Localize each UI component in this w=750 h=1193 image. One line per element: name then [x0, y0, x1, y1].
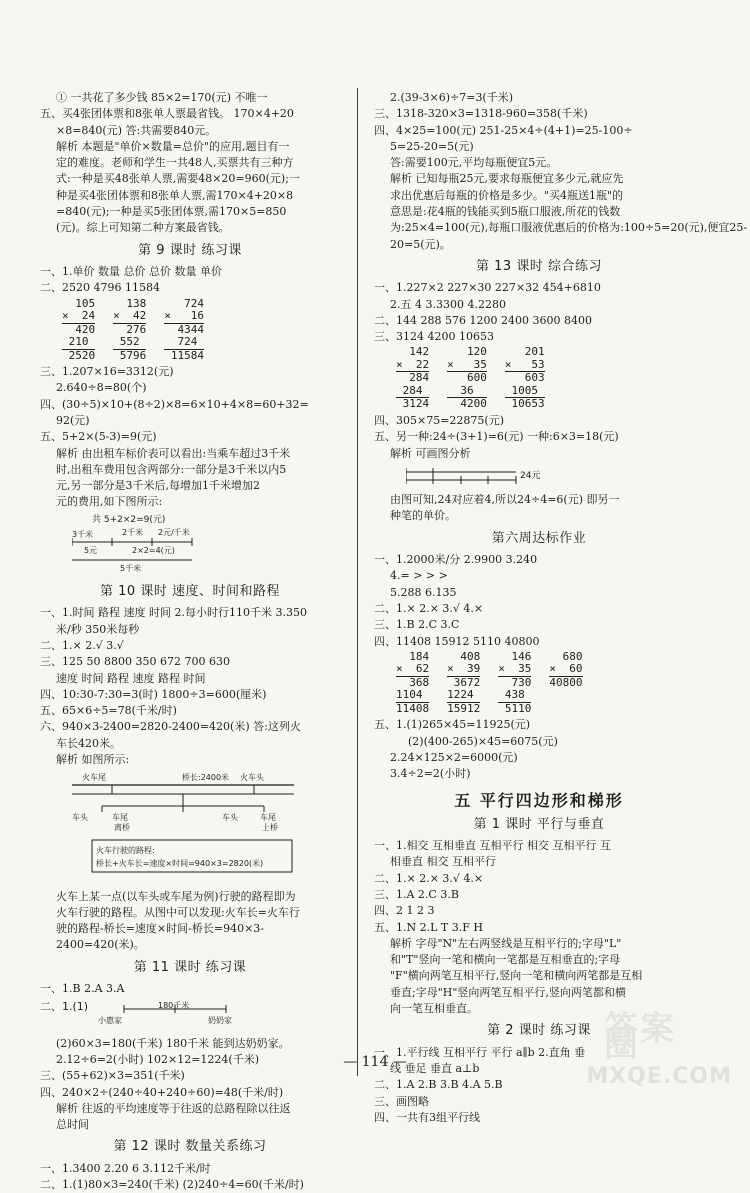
answer-line: 92(元) — [56, 413, 90, 427]
calc-row: 15912 — [447, 701, 481, 715]
diagram-label: 共 5+2×2=9(元) — [92, 514, 166, 525]
calc-row: × 16 — [164, 309, 204, 323]
diagram — [72, 513, 340, 578]
answer-line: 解析 由出租车标价表可以看出:当乘车超过3千米 — [56, 446, 291, 460]
answer-line: 答:需要100元,平均每瓶便宜5元。 — [390, 156, 558, 170]
answer-line: 一、1.3400 2.20 6 3.112千米/时 — [40, 1161, 211, 1175]
answer-line: 2.五 4 3.3300 4.2280 — [390, 297, 506, 311]
calc-row: 138 — [113, 296, 147, 310]
calc-row: 3672 — [447, 675, 481, 689]
calc-row: 10653 — [504, 397, 545, 411]
calc-row: × 22 — [396, 357, 430, 371]
calc-row: 201 — [504, 345, 545, 359]
diagram-label: 车头 — [222, 813, 238, 823]
calc-row: 368 — [396, 675, 430, 689]
answer-line: 四、305×75=22875(元) — [374, 413, 505, 427]
taxi-fare-diagram — [72, 513, 222, 573]
diagram-label: 3千米 — [72, 529, 94, 539]
vertical-calculation — [396, 346, 429, 411]
answer-line: 一、1.2000米/分 2.9900 3.240 — [374, 553, 538, 567]
right-column — [374, 90, 748, 1126]
diagram-label: 火车行驶的路程: — [96, 846, 155, 856]
answer-line: 四、11408 15912 5110 40800 — [374, 634, 540, 648]
answer-line: 五、65×6÷5=78(千米/时) — [40, 704, 177, 718]
answer-line: 2.24×125×2=6000(元) — [390, 750, 518, 764]
answer-line: (元)。综上可知第二种方案最省钱。 — [56, 221, 230, 235]
diagram-label: 车头 — [72, 813, 88, 823]
answer-line: 4.= > > > — [390, 569, 448, 583]
answer-line: 四、10:30-7:30=3(时) 1800÷3=600(厘米) — [40, 687, 267, 701]
answer-line: 一、1.B 2.A 3.A — [40, 982, 125, 996]
distance-diagram — [40, 999, 280, 1027]
lesson-heading: 第 9 课时 练习课 — [138, 242, 242, 258]
answer-line: 式:一种是买48张单人票,需要48×20=960(元);一 — [56, 172, 300, 186]
answer-line: 二、1.× 2.√ 3.√ — [40, 638, 124, 652]
calc-row: 5796 — [113, 348, 147, 362]
answer-line: 五、另一种:24÷(3+1)=6(元) 一种:6×3=18(元) — [374, 430, 619, 444]
calc-row: × 35 — [447, 357, 487, 371]
answer-line: 元的费用,如下图所示: — [56, 495, 163, 509]
calc-row: 40800 — [549, 675, 583, 689]
calc-row: 36 — [447, 383, 487, 397]
diagram-label: 5千米 — [120, 563, 142, 573]
answer-line: 二、2520 4796 11584 — [40, 281, 160, 295]
answer-line: "F"横向两笔互相平行,竖向一笔和横向两笔都是互相 — [390, 969, 643, 983]
answer-line: 一、1.相交 互相垂直 互相平行 相交 互相平行 互 — [374, 839, 611, 853]
answer-line: 米/秒 350米每秒 — [56, 622, 140, 636]
vertical-calculation — [396, 651, 429, 716]
answer-line: 五、买4张团体票和8张单人票最省钱。 170×4+20 — [40, 107, 294, 121]
calc-row: 552 — [113, 335, 147, 349]
answer-line: 向一笔互相垂直。 — [390, 1002, 478, 1016]
answer-line: 二、144 288 576 1200 2400 3600 8400 — [374, 313, 592, 327]
vertical-calculation — [164, 298, 204, 363]
calc-row: 105 — [62, 296, 96, 310]
answer-line: 四、一共有3组平行线 — [374, 1110, 480, 1124]
calc-row: × 24 — [62, 309, 96, 323]
lesson-heading: 第 11 课时 练习课 — [133, 959, 247, 975]
answer-line: 二、1.× 2.× 3.√ 4.× — [374, 871, 484, 885]
lesson-heading: 第 2 课时 练习课 — [487, 1023, 591, 1039]
answer-line: 三、1.B 2.C 3.C — [374, 618, 460, 632]
calc-row: 600 — [447, 371, 487, 385]
answer-line: 时,出租车费用包含两部分:一部分是3千米以内5 — [56, 462, 287, 476]
vertical-calculation — [549, 651, 582, 716]
vertical-calculation — [505, 346, 545, 411]
diagram-label: 二、1.(1) — [40, 1000, 89, 1014]
page-number: — 114 — — [343, 1054, 407, 1070]
calc-row: 4200 — [447, 397, 487, 411]
answer-line: 一、1.单价 数量 总价 总价 数量 单价 — [40, 264, 222, 278]
answer-line: 三、1.A 2.C 3.B — [374, 887, 459, 901]
calc-row: 1104 — [396, 688, 430, 702]
answer-line: 三、3124 4200 10653 — [374, 330, 494, 344]
answer-line: 三、画图略 — [374, 1094, 429, 1108]
answer-line: 一、1.227×2 227×30 227×32 454+6810 — [374, 281, 601, 295]
calc-row: 1224 — [447, 688, 481, 702]
answer-line: 车长420米。 — [56, 736, 121, 750]
answer-line: ① 一共花了多少钱 85×2=170(元) 不唯一 — [56, 91, 268, 104]
answer-line: 解析 如图所示: — [56, 753, 130, 766]
pen-price-diagram — [406, 464, 556, 484]
diagram-label: 火车头 — [240, 773, 264, 783]
calc-row: 284 — [396, 371, 430, 385]
answer-line: (2)60×3=180(千米) 180千米 能到达奶奶家。 — [56, 1036, 290, 1050]
answer-line: 元,另一部分是3千米后,每增加1千米增加2 — [56, 479, 260, 493]
answer-line: 定的难度。老师和学生一共48人,买票共有三种方 — [56, 156, 294, 170]
diagram-label: 小惠家 — [98, 1016, 122, 1026]
unit-heading: 五 平行四边形和梯形 — [454, 790, 624, 810]
calc-row: 730 — [498, 675, 532, 689]
diagram-label: 180千米 — [158, 1001, 190, 1011]
calc-row: 11408 — [396, 701, 430, 715]
lesson-heading: 第 13 课时 综合练习 — [476, 258, 602, 274]
train-bridge-diagram — [72, 770, 302, 880]
answer-line: 二、1.A 2.B 3.B 4.A 5.B — [374, 1078, 503, 1092]
answer-line: 六、940×3-2400=2820-2400=420(米) 答:这列火 — [40, 720, 301, 734]
answer-line: 驶的路程-桥长=速度×时间-桥长=940×3- — [56, 922, 265, 936]
answer-line: 三、(55+62)×3=351(千米) — [40, 1069, 185, 1083]
diagram-label: 奶奶家 — [208, 1016, 232, 1026]
vertical-calculations — [62, 298, 340, 363]
diagram-label: 车尾 — [112, 813, 128, 823]
calc-row: × 42 — [113, 309, 147, 323]
answer-line: 求出优惠后每瓶的价格是多少。"买4瓶送1瓶"的 — [390, 188, 624, 202]
answer-line: (2)(400-265)×45=6075(元) — [408, 734, 558, 748]
vertical-calculation — [113, 298, 146, 363]
answer-line: 五、5+2×(5-3)=9(元) — [40, 430, 157, 444]
vertical-calculation — [447, 651, 480, 716]
diagram — [406, 464, 704, 489]
answer-line: 由图可知,24对应着4,所以24÷4=6(元) 即另一 — [390, 493, 620, 507]
calc-row: × 60 — [549, 662, 583, 676]
answer-line: 线 垂足 垂直 a⊥b — [390, 1061, 480, 1075]
vertical-calculations — [396, 346, 704, 411]
diagram-label: 离桥 — [114, 823, 130, 833]
diagram-label: 24元 — [520, 470, 541, 481]
lesson-heading: 第 12 课时 数量关系练习 — [113, 1139, 267, 1155]
answer-line: 三、1.207×16=3312(元) — [40, 365, 174, 379]
answer-line: 意思是:花4瓶的钱能买到5瓶口服液,所花的钱数 — [390, 205, 621, 219]
diagram-label: 2千米 — [122, 527, 144, 537]
answer-line: 相垂直 相交 互相平行 — [390, 855, 496, 869]
answer-line: 2400=420(米)。 — [56, 938, 145, 952]
lesson-heading: 第 1 课时 平行与垂直 — [473, 816, 605, 832]
column-divider — [357, 88, 358, 1076]
diagram-label: 桥长:2400米 — [182, 773, 230, 783]
diagram-label: 2×2=4(元) — [132, 545, 175, 555]
answer-line: 解析 可画图分析 — [390, 446, 471, 460]
answer-line: 二、1.× 2.× 3.√ 4.× — [374, 601, 484, 615]
left-column — [40, 90, 340, 1193]
answer-line: 四、4×25=100(元) 251-25×4÷(4+1)=25-100÷ — [374, 123, 633, 137]
calc-row: × 35 — [498, 662, 532, 676]
answer-line: 四、240×2÷(240÷40+240÷60)=48(千米/时) — [40, 1085, 284, 1099]
calc-row: 420 — [62, 322, 96, 336]
answer-line: 总时间 — [56, 1118, 89, 1132]
answer-line: 解析 往返的平均速度等于往返的总路程除以往返 — [56, 1101, 291, 1115]
diagram-label: 桥长+火车长=速度×时间=940×3=2820(米) — [96, 859, 264, 869]
answer-line: 种是买4张团体票和8张单人票,需170×4+20×8 — [56, 188, 294, 202]
calc-row: × 53 — [504, 357, 545, 371]
answer-line: 解析 字母"N"左右两竖线是互相平行的;字母"L" — [390, 936, 622, 950]
calc-row: 724 — [164, 335, 204, 349]
calc-row: 210 — [62, 335, 96, 349]
lesson-heading: 第六周达标作业 — [491, 530, 587, 546]
calc-row: 146 — [498, 649, 532, 663]
diagram-label: 火车尾 — [82, 773, 106, 783]
diagram-label: 2元/千米 — [158, 527, 190, 537]
calc-row: × 39 — [447, 662, 481, 676]
calc-row: 120 — [447, 345, 487, 359]
answer-line: 2.12÷6=2(小时) 102×12=1224(千米) — [56, 1052, 260, 1066]
diagram-label: 上桥 — [262, 823, 278, 833]
calc-row: 438 — [498, 688, 532, 702]
answer-line: 3.4÷2=2(小时) — [390, 767, 471, 781]
answer-line: 解析 本题是"单价×数量=总价"的应用,题目有一 — [56, 139, 290, 153]
diagram — [72, 770, 340, 885]
answer-line: =840(元);一种是买5张团体票,需170×5=850 — [56, 205, 287, 219]
calc-row: 724 — [164, 296, 204, 310]
vertical-calculation — [498, 651, 531, 716]
calc-row: 2520 — [62, 348, 96, 362]
answer-line: 和"T"竖向一笔和横向一笔都是互相垂直的;字母 — [390, 953, 621, 967]
answer-line: 2.(39-3×6)÷7=3(千米) — [390, 91, 514, 104]
watermark — [586, 1009, 732, 1089]
answer-line: 一、1.时间 路程 速度 时间 2.每小时行110千米 3.350 — [40, 606, 307, 620]
calc-row: 680 — [549, 649, 583, 663]
answer-line: 种笔的单价。 — [390, 509, 456, 523]
diagram-label: 5元 — [84, 545, 98, 555]
watermark-top: 答案圈 — [604, 1009, 676, 1066]
diagram — [40, 999, 340, 1032]
answer-line: 垂直;字母"H"竖向两笔互相平行,竖向两笔都和横 — [390, 985, 626, 999]
calc-row: 1005 — [504, 383, 545, 397]
calc-row: 11584 — [164, 348, 204, 362]
answer-line: ×8=840(元) 答:共需要840元。 — [56, 123, 217, 137]
answer-line: 火车行驶的路程。从图中可以发现:火车长=火车行 — [56, 905, 300, 919]
answer-line: 5.288 6.135 — [390, 585, 457, 599]
calc-row: 142 — [396, 345, 430, 359]
answer-line: 解析 已知每瓶25元,要求每瓶便宜多少元,就应先 — [390, 172, 624, 186]
answer-line: 速度 时间 路程 速度 路程 时间 — [56, 671, 206, 685]
watermark-bottom: MXQE.COM — [586, 1063, 732, 1089]
diagram-label: 车尾 — [260, 813, 276, 823]
calc-row: 603 — [504, 371, 545, 385]
answer-line: 2.640÷8=80(个) — [56, 381, 147, 395]
answer-line: 四、(30÷5)×10+(8÷2)×8=6×10+4×8=60+32= — [40, 397, 309, 411]
answer-line: 一、1.平行线 互相平行 平行 a∥b 2.直角 垂 — [374, 1045, 586, 1059]
vertical-calculations — [396, 651, 704, 716]
calc-row: 5110 — [498, 701, 532, 715]
answer-line: 三、1318-320×3=1318-960=358(千米) — [374, 107, 588, 121]
answer-line: 三、125 50 8800 350 672 700 630 — [40, 655, 230, 669]
vertical-calculation — [62, 298, 95, 363]
answer-line: 火车上某一点(以车头或车尾为例)行驶的路程即为 — [56, 889, 296, 903]
answer-line: 5=25-20=5(元) — [390, 139, 474, 153]
calc-row: 284 — [396, 383, 430, 397]
lesson-heading: 第 10 课时 速度、时间和路程 — [100, 584, 280, 600]
calc-row: 3124 — [396, 397, 430, 411]
answer-line: 五、1.N 2.L T 3.F H — [374, 920, 483, 934]
answer-line: 四、2 1 2 3 — [374, 904, 435, 918]
calc-row: × 62 — [396, 662, 430, 676]
calc-row: 4344 — [164, 322, 204, 336]
answer-line: 20=5(元)。 — [390, 237, 451, 251]
answer-line: 为:25×4=100(元),每瓶口服液优惠后的价格为:100÷5=20(元),便宜25- — [390, 221, 748, 235]
vertical-calculation — [447, 346, 487, 411]
calc-row: 184 — [396, 649, 430, 663]
calc-row: 408 — [447, 649, 481, 663]
answer-line: 二、1.(1)80×3=240(千米) (2)240÷4=60(千米/时) — [40, 1178, 304, 1192]
calc-row: 276 — [113, 322, 147, 336]
answer-line: 五、1.(1)265×45=11925(元) — [374, 718, 531, 732]
